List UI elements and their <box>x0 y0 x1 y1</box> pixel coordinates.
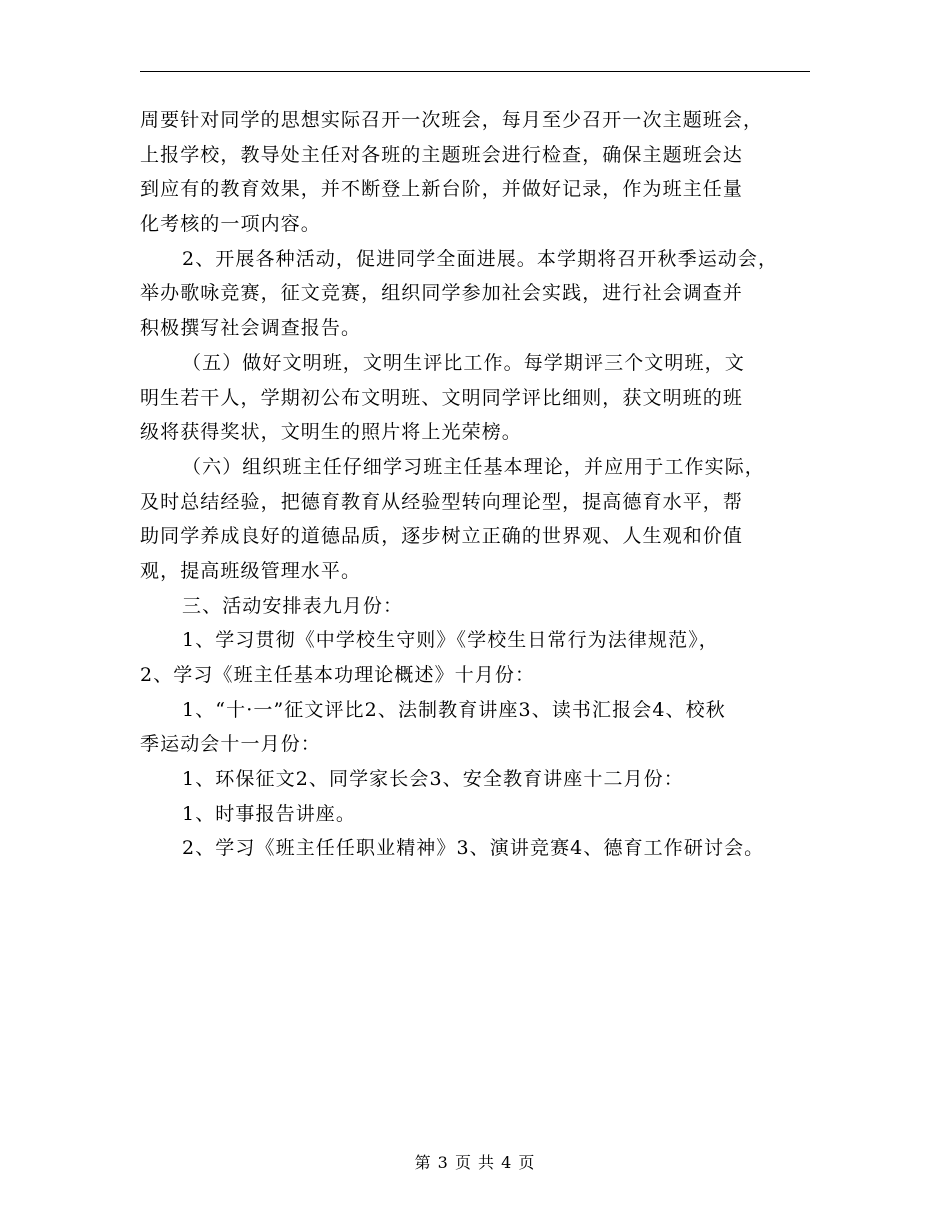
text-line: 级将获得奖状，文明生的照片将上光荣榜。 <box>140 421 522 444</box>
text-line: 助同学养成良好的道德品质，逐步树立正确的世界观、人生观和价值 <box>140 525 744 548</box>
text-line: （六）组织班主任仔细学习班主任基本理论，并应用于工作实际， <box>182 455 765 478</box>
text-line: 到应有的教育效果，并不断登上新台阶，并做好记录，作为班主任量 <box>140 178 744 201</box>
text-line: 举办歌咏竞赛，征文竞赛，组织同学参加社会实践，进行社会调查并 <box>140 282 744 305</box>
text-line: 积极撰写社会调查报告。 <box>140 317 362 340</box>
text-line: 三、活动安排表九月份： <box>182 594 404 617</box>
text-line: 1、时事报告讲座。 <box>182 802 356 825</box>
text-line: 明生若干人，学期初公布文明班、文明同学评比细则，获文明班的班 <box>140 386 744 409</box>
text-line: 季运动会十一月份： <box>140 733 321 756</box>
text-line: （五）做好文明班，文明生评比工作。每学期评三个文明班，文 <box>182 351 745 374</box>
text-line: 上报学校，教导处主任对各班的主题班会进行检查，确保主题班会达 <box>140 143 744 166</box>
text-line: 1、“十·一”征文评比2、法制教育讲座3、读书汇报会4、校秋 <box>182 698 726 721</box>
text-line: 周要针对同学的思想实际召开一次班会，每月至少召开一次主题班会， <box>140 109 764 131</box>
text-line: 观，提高班级管理水平。 <box>140 559 362 582</box>
text-line: 2、学习《班主任任职业精神》3、演讲竞赛4、德育工作研讨会。 <box>182 837 765 860</box>
page-number: 第 3 页 共 4 页 <box>414 1153 536 1172</box>
text-line: 及时总结经验，把德育教育从经验型转向理论型，提高德育水平，帮 <box>140 490 744 513</box>
text-line: 1、环保征文2、同学家长会3、安全教育讲座十二月份： <box>182 768 684 791</box>
text-line: 2、学习《班主任基本功理论概述》十月份： <box>140 664 536 686</box>
text-line: 1、学习贯彻《中学校生守则》《学校生日常行为法律规范》， <box>182 629 719 652</box>
header-rule <box>140 71 810 72</box>
text-line: 2、开展各种活动，促进同学全面进展。本学期将召开秋季运动会， <box>182 247 779 270</box>
text-line: 化考核的一项内容。 <box>140 213 321 236</box>
document-body <box>140 103 820 866</box>
